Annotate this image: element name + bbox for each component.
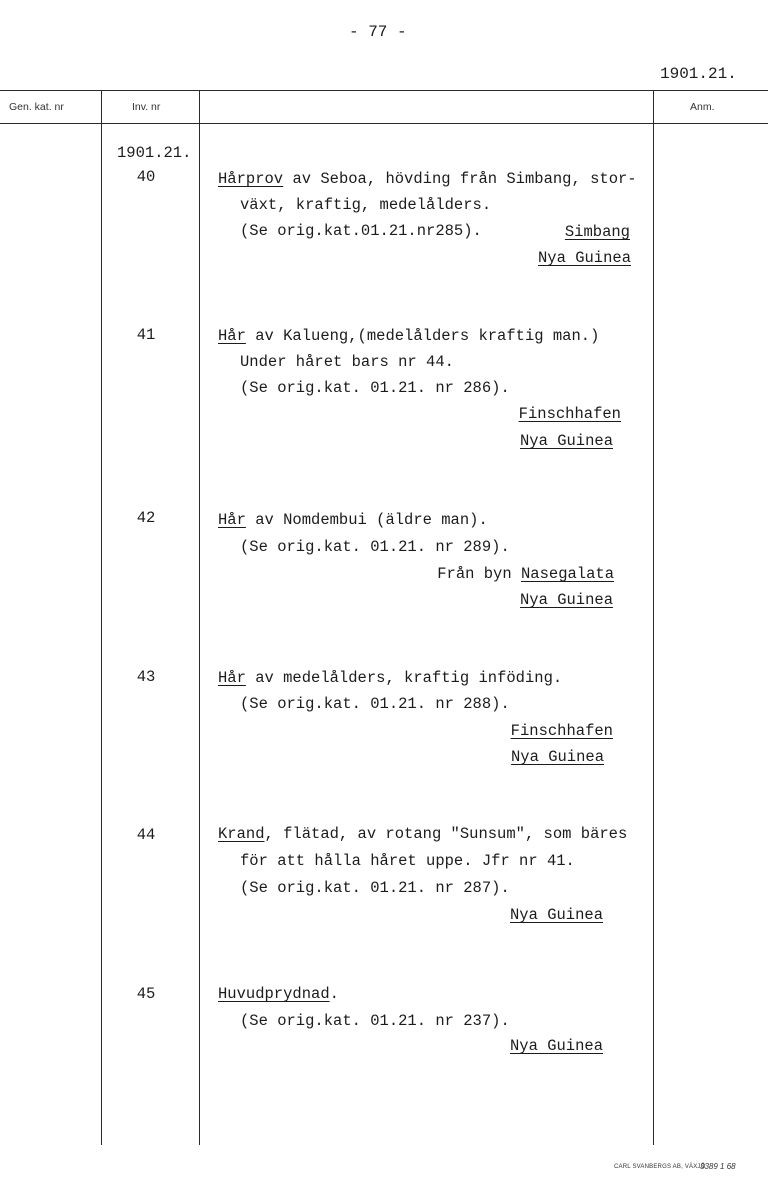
entry-catalog-ref: (Se orig.kat. 01.21. nr 237). xyxy=(240,1012,510,1030)
header-catalog-ref: 1901.21. xyxy=(660,65,737,83)
entry-number: 44 xyxy=(136,826,156,844)
entry-catalog-ref: (Se orig.kat. 01.21. nr 289). xyxy=(240,538,510,556)
entry-number: 43 xyxy=(136,668,156,686)
entry-number: 45 xyxy=(136,985,156,1003)
entry-place: Finschhafen xyxy=(510,722,613,740)
entry-catalog-ref: (Se orig.kat. 01.21. nr 286). xyxy=(240,379,510,397)
column-divider-2 xyxy=(199,90,200,1145)
entry-catalog-ref: (Se orig.kat. 01.21. nr 287). xyxy=(240,879,510,897)
entry-term: Hår xyxy=(218,669,246,687)
printer-imprint: CARL SVANBERGS AB, VÄXJÖ xyxy=(614,1164,706,1170)
entry-catalog-ref: (Se orig.kat.01.21.nr285). xyxy=(240,222,482,240)
entry-description-line: för att hålla håret uppe. Jfr nr 41. xyxy=(240,852,575,870)
entry-description: Hårprov av Seboa, hövding från Simbang, stor- xyxy=(218,170,637,188)
entry-description-line: Under håret bars nr 44. xyxy=(240,353,454,371)
entry-description: Hår av medelålders, kraftig inföding. xyxy=(218,669,563,687)
entry-description-line: växt, kraftig, medelålders. xyxy=(240,196,492,214)
column-header-gen-kat: Gen. kat. nr xyxy=(9,101,64,113)
entry-region: Nya Guinea xyxy=(509,906,603,924)
place-prefix: Från byn xyxy=(437,565,512,583)
entry-region: Nya Guinea xyxy=(510,748,604,766)
column-header-inv: Inv. nr xyxy=(132,101,161,113)
form-code: 3389 1 68 xyxy=(700,1162,736,1171)
entry-region: Nya Guinea xyxy=(519,591,613,609)
entry-catalog-ref: (Se orig.kat. 01.21. nr 288). xyxy=(240,695,510,713)
entry-term: Hår xyxy=(218,327,246,345)
entry-term: Hårprov xyxy=(218,170,284,188)
entry-description: Hår av Kalueng,(medelålders kraftig man.) xyxy=(218,327,600,345)
entry-description: Krand, flätad, av rotang "Sunsum", som bäres xyxy=(218,825,628,843)
entry-term: Huvudprydnad xyxy=(218,985,330,1003)
entry-number: 42 xyxy=(136,509,156,527)
entry-description: Huvudprydnad. xyxy=(218,985,339,1003)
entry-region: Nya Guinea xyxy=(519,432,613,450)
entry-term: Hår xyxy=(218,511,246,529)
inventory-group-label: 1901.21. xyxy=(117,144,192,162)
page-number: - 77 - xyxy=(349,23,407,41)
entry-region: Nya Guinea xyxy=(509,1037,603,1055)
entry-place xyxy=(437,567,614,583)
entry-number: 40 xyxy=(136,168,156,186)
entry-number: 41 xyxy=(136,326,156,344)
column-divider-3 xyxy=(653,90,654,1145)
entry-place: Simbang xyxy=(564,223,630,241)
entry-region: Nya Guinea xyxy=(537,249,631,267)
entry-place: Finschhafen xyxy=(518,405,621,423)
column-header-anm: Anm. xyxy=(690,101,715,113)
entry-description: Hår av Nomdembui (äldre man). xyxy=(218,511,488,529)
entry-term: Krand xyxy=(218,825,265,843)
village-name: Nasegalata xyxy=(520,565,614,583)
